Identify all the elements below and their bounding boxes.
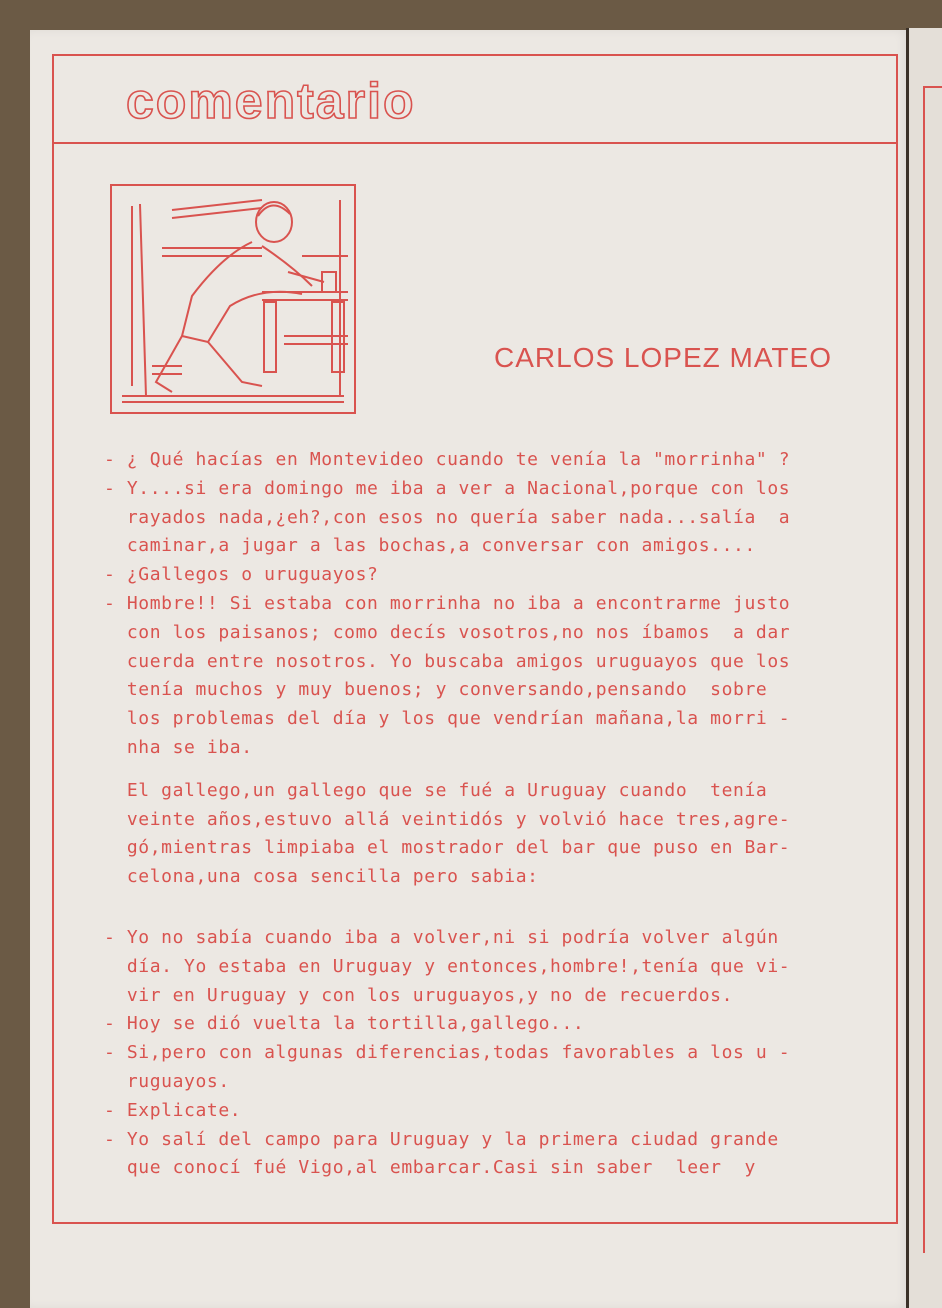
text-line: nha se iba. (104, 736, 253, 758)
text-line: ruguayos. (104, 1070, 230, 1092)
text-line: - Si,pero con algunas diferencias,todas favorables a los u - (104, 1042, 791, 1064)
dialogue-block-1 (104, 446, 884, 763)
text-line: - Hombre!! Si estaba con morrinha no iba a encontrarme justo (104, 592, 791, 614)
text-line: - Yo no sabía cuando iba a volver,ni si podría volver algún (104, 926, 779, 948)
text-line: El gallego,un gallego que se fué a Uruguay cuando tenía (104, 779, 768, 801)
adjacent-page-edge (906, 28, 942, 1308)
text-line: - Explicate. (104, 1099, 242, 1121)
text-line: gó,mientras limpiaba el mostrador del bar que puso en Bar- (104, 837, 791, 859)
dialogue-block-2 (104, 924, 884, 1183)
section-title: comentario (126, 73, 416, 129)
paragraph-gap (104, 763, 884, 777)
woodcut-carpenter-icon (110, 184, 356, 414)
text-line: tenía muchos y muy buenos; y conversando,pensando sobre (104, 679, 768, 701)
adjacent-page-frame (923, 86, 942, 1253)
author-name: CARLOS LOPEZ MATEO (494, 342, 832, 373)
text-line: caminar,a jugar a las bochas,a conversar con amigos.... (104, 535, 756, 557)
header-divider (54, 142, 896, 144)
text-line: - ¿Gallegos o uruguayos? (104, 564, 379, 586)
text-line: cuerda entre nosotros. Yo buscaba amigos uruguayos que los (104, 650, 791, 672)
text-line: veinte años,estuvo allá veintidós y volvió hace tres,agre- (104, 808, 791, 830)
text-line: - Hoy se dió vuelta la tortilla,gallego... (104, 1013, 585, 1035)
text-line: día. Yo estaba en Uruguay y entonces,hombre!,tenía que vi- (104, 955, 791, 977)
paragraph-gap (104, 892, 884, 924)
text-line: - ¿ Qué hacías en Montevideo cuando te venía la "morrinha" ? (104, 449, 791, 470)
article-body (104, 446, 884, 1183)
text-line: vir en Uruguay y con los uruguayos,y no de recuerdos. (104, 984, 734, 1006)
narrative-block (104, 777, 884, 892)
text-line: celona,una cosa sencilla pero sabia: (104, 866, 539, 888)
woodcut-illustration (112, 186, 354, 412)
text-line: - Y....si era domingo me iba a ver a Nacional,porque con los (104, 477, 791, 499)
text-line: rayados nada,¿eh?,con esos no quería saber nada...salía a (104, 506, 791, 528)
text-line: - Yo salí del campo para Uruguay y la primera ciudad grande (104, 1128, 779, 1150)
text-line: con los paisanos; como decís vosotros,no nos íbamos a dar (104, 621, 791, 643)
text-line: que conocí fué Vigo,al embarcar.Casi sin saber leer y (104, 1157, 756, 1179)
text-line: los problemas del día y los que vendrían mañana,la morri - (104, 708, 791, 730)
